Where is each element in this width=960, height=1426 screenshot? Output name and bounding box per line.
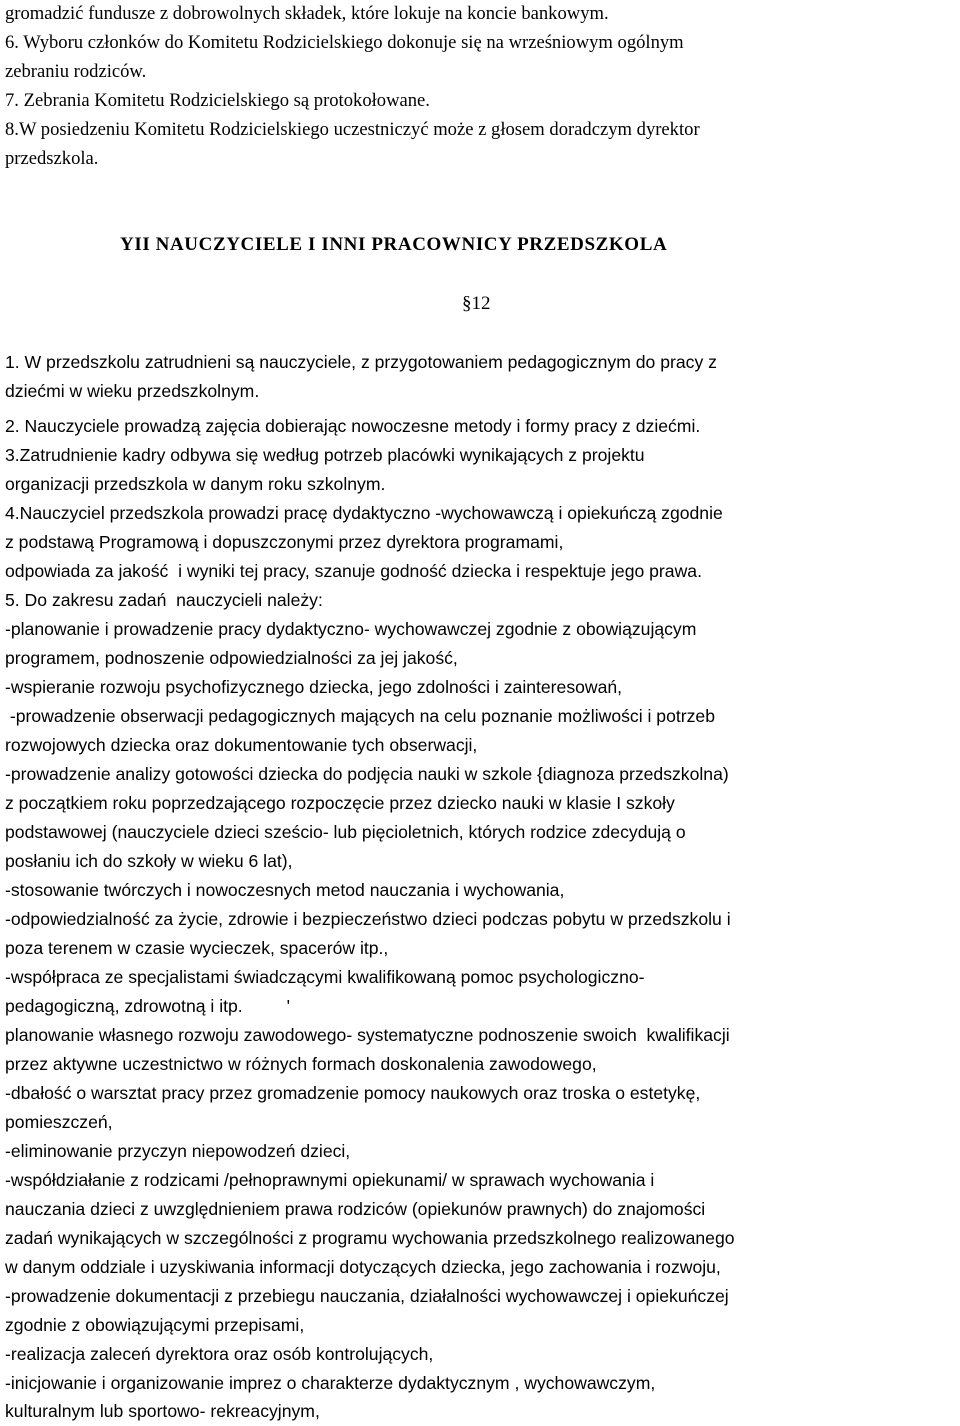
text-line: zebraniu rodziców. [5,61,147,82]
text-line: z początkiem roku poprzedzającego rozpoczęcie przez dziecko nauki w klasie I szkoły [5,793,675,813]
text-line: nauczania dzieci z uwzględnieniem prawa rodziców (opiekunów prawnych) do znajomości [5,1199,706,1219]
text-line: 7. Zebrania Komitetu Rodzicielskiego są protokołowane. [5,90,430,111]
text-line: -współdziałanie z rodzicami /pełnoprawnymi opiekunami/ w sprawach wychowania i [5,1170,655,1190]
text-line: w danym oddziale i uzyskiwania informacji dotyczących dziecka, jego zachowania i rozwoju, [5,1257,721,1277]
text-line: -odpowiedzialność za życie, zdrowie i bezpieczeństwo dzieci podczas pobytu w przedszkolu i [5,909,731,929]
text-line: posłaniu ich do szkoły w wieku 6 lat), [5,851,293,871]
text-line: kulturalnym lub sportowo- rekreacyjnym, [5,1401,320,1421]
text-line: pedagogiczną, zdrowotną i itp. ' [5,996,291,1016]
text-line: -współpraca ze specjalistami świadczącymi kwalifikowaną pomoc psychologiczno- [5,967,645,987]
text-line: pomieszczeń, [5,1112,113,1132]
text-line: -dbałość o warsztat pracy przez gromadzenie pomocy naukowych oraz troska o estetykę, [5,1083,701,1103]
text-line: organizacji przedszkola w danym roku szkolnym. [5,474,386,494]
paragraph-number: §12 [462,293,491,314]
text-line: przez aktywne uczestnictwo w różnych formach doskonalenia zawodowego, [5,1054,597,1074]
text-line: programem, podnoszenie odpowiedzialności za jej jakość, [5,648,458,668]
text-line: podstawowej (nauczyciele dzieci sześcio- lub pięcioletnich, których rodzice zdecydują o [5,822,686,842]
text-line: -inicjowanie i organizowanie imprez o charakterze dydaktycznym , wychowawczym, [5,1373,656,1393]
text-line: -wspieranie rozwoju psychofizycznego dziecka, jego zdolności i zainteresowań, [5,677,623,697]
text-line: -planowanie i prowadzenie pracy dydaktyczno- wychowawczej zgodnie z obowiązującym [5,619,697,639]
text-line: 3.Zatrudnienie kadry odbywa się według potrzeb placówki wynikających z projektu [5,445,645,465]
text-line: odpowiada za jakość i wyniki tej pracy, szanuje godność dziecka i respektuje jego prawa. [5,561,702,581]
text-line: 1. W przedszkolu zatrudnieni są nauczyciele, z przygotowaniem pedagogicznym do pracy z [5,352,717,372]
text-line: 6. Wyboru członków do Komitetu Rodzicielskiego dokonuje się na wrześniowym ogólnym [5,32,684,53]
text-line: dziećmi w wieku przedszkolnym. [5,381,260,401]
text-line: -prowadzenie analizy gotowości dziecka do podjęcia nauki w szkole {diagnoza przedszkolna) [5,764,729,784]
text-line: -prowadzenie dokumentacji z przebiegu nauczania, działalności wychowawczej i opiekuńczej [5,1286,729,1306]
text-line: poza terenem w czasie wycieczek, spacerów itp., [5,938,389,958]
text-line: gromadzić fundusze z dobrowolnych składek, które lokuje na koncie bankowym. [5,3,609,24]
section-heading: YII NAUCZYCIELE I INNI PRACOWNICY PRZEDSZKOLA [120,234,668,255]
text-line: -realizacja zaleceń dyrektora oraz osób kontrolujących, [5,1344,434,1364]
text-line: zgodnie z obowiązującymi przepisami, [5,1315,305,1335]
text-line: przedszkola. [5,148,99,169]
text-line: -eliminowanie przyczyn niepowodzeń dzieci, [5,1141,351,1161]
text-line: 5. Do zakresu zadań nauczycieli należy: [5,590,323,610]
text-line: 4.Nauczyciel przedszkola prowadzi pracę dydaktyczno -wychowawczą i opiekuńczą zgodnie [5,503,723,523]
text-line: -prowadzenie obserwacji pedagogicznych mających na celu poznanie możliwości i potrzeb [5,706,715,726]
text-line: -stosowanie twórczych i nowoczesnych metod nauczania i wychowania, [5,880,565,900]
text-line: rozwojowych dziecka oraz dokumentowanie tych obserwacji, [5,735,478,755]
text-line: planowanie własnego rozwoju zawodowego- systematyczne podnoszenie swoich kwalifikacji [5,1025,730,1045]
text-line: zadań wynikających w szczególności z programu wychowania przedszkolnego realizowanego [5,1228,735,1248]
text-line: 2. Nauczyciele prowadzą zajęcia dobierając nowoczesne metody i formy pracy z dziećmi. [5,416,701,436]
text-line: 8.W posiedzeniu Komitetu Rodzicielskiego uczestniczyć może z głosem doradczym dyrektor [5,119,700,140]
text-line: z podstawą Programową i dopuszczonymi przez dyrektora programami, [5,532,564,552]
